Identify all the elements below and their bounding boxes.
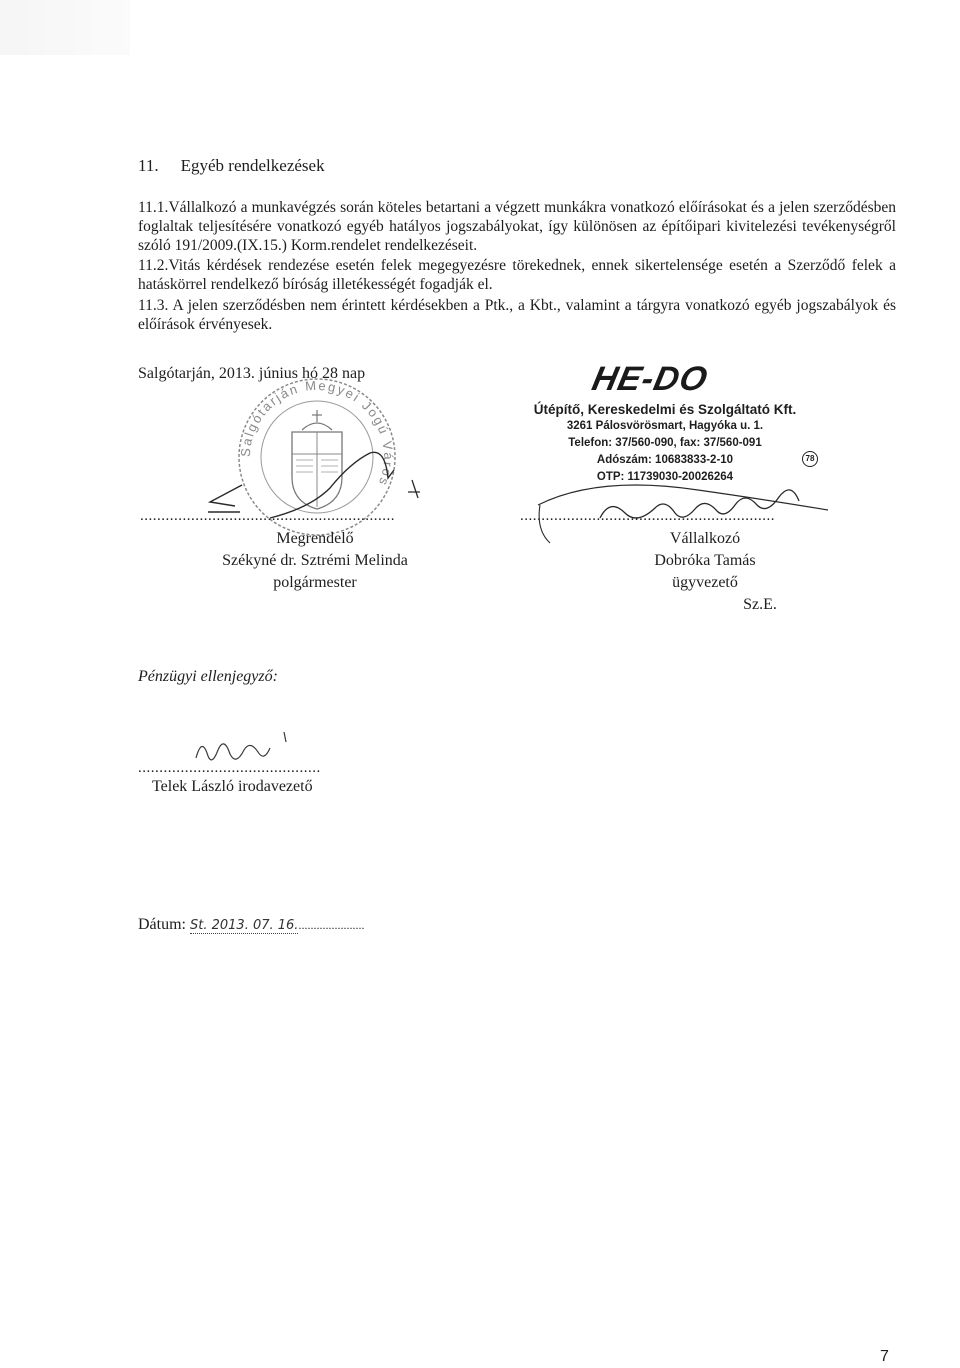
signature-line-left: ............................................................: [140, 508, 395, 524]
place-date: Salgótarján, 2013. június hó 28 nap: [138, 365, 366, 382]
section-title: Egyéb rendelkezések: [180, 156, 325, 175]
stamp-badge: [802, 451, 818, 467]
paragraph-number: 11.3.: [138, 297, 169, 314]
name-mayor: Székyné dr. Sztrémi Melinda: [222, 552, 408, 569]
stamp-badge-number: 78: [805, 454, 815, 463]
paragraph-text: Vitás kérdések rendezése esetén felek megegyezésre törekednek, ennek sikertelensége esetén a Szerződő felek a hatáskörrel rendelkező bíróság illetékességét fogadják el.: [138, 257, 896, 293]
date-label: Dátum:: [138, 916, 186, 933]
paragraph-text: Vállalkozó a munkavégzés során köteles betartani a végzett munkákra vonatkozó előírásokat és a jelen szerződésben foglaltak teljesítésére vonatkozó egyéb hatályos jogszabályokat, így különösen az építőipari kivitelezési tevékenységről szóló 191/2009.(IX.15.) Korm.rendelet rendelkezéseit.: [138, 199, 896, 254]
name-director: Dobróka Tamás: [654, 552, 756, 569]
finance-signature-line: ...........................................: [138, 760, 321, 776]
paragraph-number: 11.2.: [138, 257, 169, 274]
signature-line-right: ............................................................: [520, 508, 775, 524]
role-contractor: Vállalkozó: [669, 530, 741, 547]
title-director: ügyvezető: [672, 574, 738, 591]
date-line: [138, 916, 364, 934]
date-handwritten: St. 2013. 07. 16.: [190, 918, 299, 933]
contractor-stamp: [500, 360, 830, 486]
date-dots: ......................: [298, 918, 365, 932]
company-logo: HE-DO: [588, 360, 712, 398]
company-address: 3261 Pálosvörösmart, Hagyóka u. 1.: [566, 420, 764, 432]
finance-label: Pénzügyi ellenjegyző:: [138, 668, 278, 685]
section-number: 11.: [138, 156, 159, 175]
paragraph-11-3: [138, 296, 896, 334]
role-customer: Megrendelő: [276, 530, 354, 547]
paragraph-text: A jelen szerződésben nem érintett kérdésekben a Ptk., a Kbt., valamint a tárgyra vonatkozó egyéb jogszabályok és előírások érvényesek.: [138, 297, 896, 333]
company-name: Útépítő, Kereskedelmi és Szolgáltató Kft.: [533, 402, 797, 417]
paragraph-11-1: [138, 198, 896, 255]
proxy-initials: Sz.E.: [743, 596, 777, 613]
paragraph-number: 11.1.: [138, 199, 169, 216]
company-tax-number: Adószám: 10683833-2-10: [596, 454, 734, 466]
signatory-right: [560, 528, 850, 616]
seal-text: Salgótarján Megyei Jogú Város: [237, 377, 397, 490]
title-mayor: polgármester: [273, 574, 357, 591]
paragraph-11-2: [138, 256, 896, 294]
page-number: 7: [880, 1348, 889, 1365]
company-bank-account: OTP: 11739030-20026264: [596, 471, 734, 483]
company-phone: Telefon: 37/560-090, fax: 37/560-091: [568, 437, 762, 449]
section-heading: [138, 156, 325, 176]
scan-artifact: [0, 0, 130, 55]
signatory-left: [170, 528, 460, 594]
finance-name: Telek László irodavezető: [152, 778, 313, 795]
